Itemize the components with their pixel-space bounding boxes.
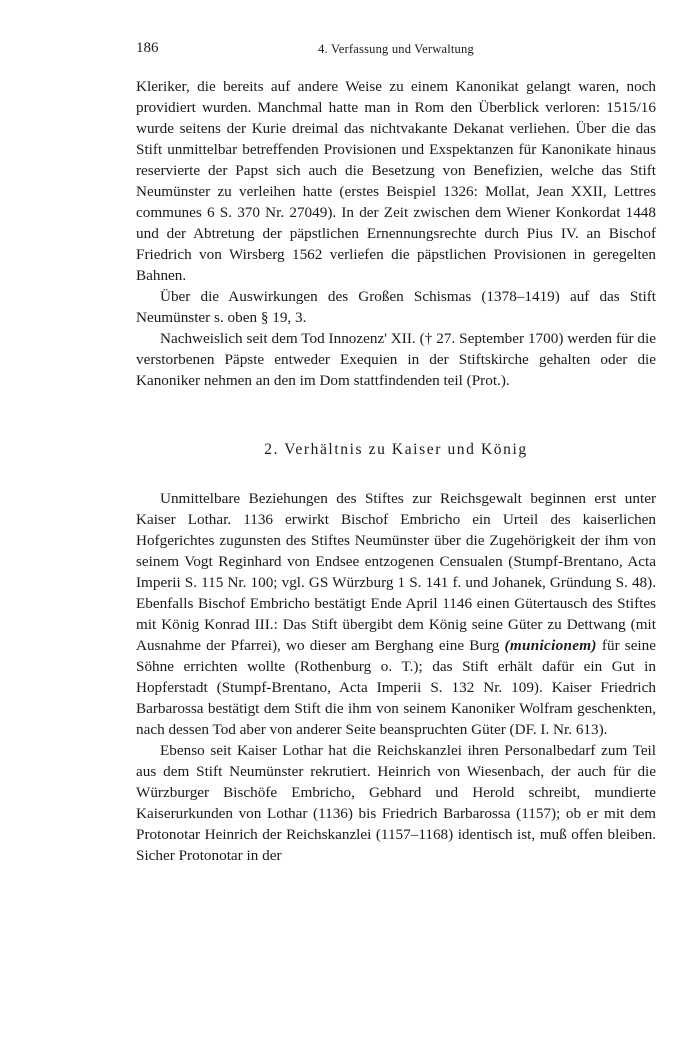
paragraph-exequien: Nachweislich seit dem Tod Innozenz' XII. († 27. September 1700) werden für die verstorbenen Päpste entweder Exequien in der Stiftskirche gehalten oder die Kanoniker nehmen an den im Dom stattfindenden teil (Prot.).: [136, 330, 656, 389]
paragraph-kaiser: [136, 488, 656, 740]
paragraph-schisma: Über die Auswirkungen des Großen Schismas (1378–1419) auf das Stift Neumünster s. oben § 19, 3.: [136, 288, 656, 326]
paragraph-kaiser-part1: Unmittelbare Beziehungen des Stiftes zur Reichsgewalt beginnen erst unter Kaiser Lothar. 1136 erwirkt Bischof Embricho ein Urteil des kaiserlichen Hofgerichtes zugunsten des Stiftes Neumünster über die Zugehörigkeit der ihm von seinem Vogt Reginhard von Endsee entzogenen Censualen (Stumpf-Brentano, Acta Imperii S. 115 Nr. 100; vgl. GS Würzburg 1 S. 141 f. und Johanek, Gründung S. 48). Ebenfalls Bischof Embricho bestätigt Ende April 1146 einen Gütertausch des Stiftes mit König Konrad III.: Das Stift übergibt dem König seine Güter zu Dettwang (mit Ausnahme der Pfarrei), wo dieser am Berghang eine Burg: [136, 490, 656, 654]
paragraph-reichskanzlei: Ebenso seit Kaiser Lothar hat die Reichskanzlei ihren Personalbedarf zum Teil aus dem Stift Neumünster rekrutiert. Heinrich von Wiesenbach, der auch für die Würzburger Bischöfe Embricho, Gebhard und Herold schreibt, mundierte Kaiserurkunden von Lothar (1136) bis Friedrich Barbarossa (1157); ob er mit dem Protonotar Heinrich der Reichskanzlei (1157–1168) identisch ist, muß offen bleiben. Sicher Protonotar in der: [136, 742, 656, 864]
paragraph-continuation: Kleriker, die bereits auf andere Weise zu einem Kanonikat gelangt waren, noch providiert wurden. Manchmal hatte man in Rom den Überblick verloren: 1515/16 wurde seitens der Kurie dreimal das nichtvakante Dekanat verliehen. Über die das Stift unmittelbar betreffenden Provisionen und Exspektanzen für Kanonikate hinaus reservierte der Papst sich auch die Besetzung von Benefizien, welche das Stift Neumünster zu verleihen hatte (erstes Beispiel 1326: Mollat, Jean XXII, Lettres communes 6 S. 370 Nr. 27049). In der Zeit zwischen dem Wiener Konkordat 1448 und der Abtretung der päpstlichen Ernennungsrechte durch Pius IV. an Bischof Friedrich von Wirsberg 1562 verliefen die päpstlichen Provisionen in geregelten Bahnen.: [136, 78, 656, 284]
page-number: 186: [136, 40, 159, 56]
page-header: [136, 40, 656, 60]
running-head: 4. Verfassung und Verwaltung: [318, 42, 474, 56]
paragraph-kaiser-part2: für seine Söhne errichten wollte (Rothenburg o. T.); das Stift erhält dafür ein Gut in Hopferstadt (Stumpf-Brentano, Acta Imperii S. 132 Nr. 109). Kaiser Friedrich Barbarossa bestätigt dem Stift die ihm von seinem Kanoniker Wolfram geschenkten, nach dessen Tod aber von anderer Seite beanspruchten Güter (DF. I. Nr. 613).: [136, 637, 656, 738]
section-heading: 2. Verhältnis zu Kaiser und König: [264, 441, 528, 458]
latin-term: (municionem): [504, 637, 597, 654]
book-page: [136, 40, 656, 866]
